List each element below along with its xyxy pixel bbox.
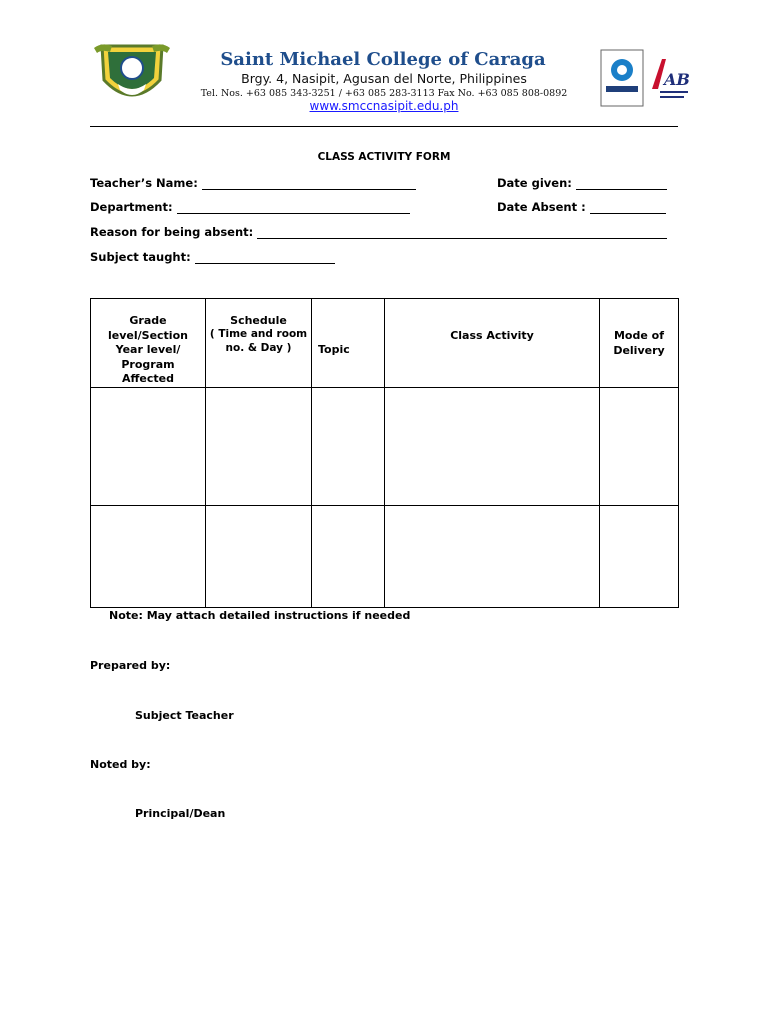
subject-teacher-label: Subject Teacher [135,709,234,722]
department-label: Department: [90,200,173,214]
table-header-row [91,299,679,388]
reason-field [90,225,667,239]
cell-mode-of-delivery[interactable] [600,388,679,506]
reason-label: Reason for being absent: [90,225,254,239]
cell-schedule[interactable] [206,388,312,506]
contact-numbers: Tel. Nos. +63 085 343-3251 / +63 085 283-3113 Fax No. +63 085 808-0892 [200,88,568,99]
cell-class-activity[interactable] [385,388,600,506]
teacher-name-field [90,176,416,190]
college-name: Saint Michael College of Caraga [220,49,546,70]
header-topic: Topic [312,299,385,388]
cell-class-activity[interactable] [385,506,600,608]
website-link[interactable]: www.smccnasipit.edu.ph [309,99,459,113]
note-text: Note: May attach detailed instructions if needed [109,609,411,622]
header-class-activity: Class Activity [385,299,600,388]
cell-grade-level[interactable] [91,506,206,608]
reason-blank[interactable] [257,226,667,239]
table-row [91,388,679,506]
cell-mode-of-delivery[interactable] [600,506,679,608]
table-row [91,506,679,608]
department-field [90,200,410,214]
header-mode-of-delivery: Mode of Delivery [600,299,679,388]
date-given-label: Date given: [497,176,572,190]
college-address: Brgy. 4, Nasipit, Agusan del Norte, Philippines [241,71,527,86]
cell-topic[interactable] [312,506,385,608]
subject-label: Subject taught: [90,250,191,264]
teacher-name-label: Teacher’s Name: [90,176,198,190]
form-title: CLASS ACTIVITY FORM [317,151,451,163]
noted-by-label: Noted by: [90,758,151,771]
header-schedule: Schedule ( Time and room no. & Day ) [206,299,312,388]
subject-field [90,250,335,264]
date-absent-label: Date Absent : [497,200,586,214]
header-divider [90,126,678,127]
class-activity-table [90,298,679,608]
date-absent-field [497,200,666,214]
subject-blank[interactable] [195,251,335,264]
date-absent-blank[interactable] [590,201,666,214]
cell-grade-level[interactable] [91,388,206,506]
cell-topic[interactable] [312,388,385,506]
accreditation-text: AB [664,70,690,89]
date-given-field [497,176,667,190]
cell-schedule[interactable] [206,506,312,608]
date-given-blank[interactable] [576,177,667,190]
header-grade-level: Grade level/Section Year level/ Program Affected [91,299,206,388]
prepared-by-label: Prepared by: [90,659,171,672]
department-blank[interactable] [177,201,410,214]
teacher-name-blank[interactable] [202,177,416,190]
principal-dean-label: Principal/Dean [135,807,226,820]
